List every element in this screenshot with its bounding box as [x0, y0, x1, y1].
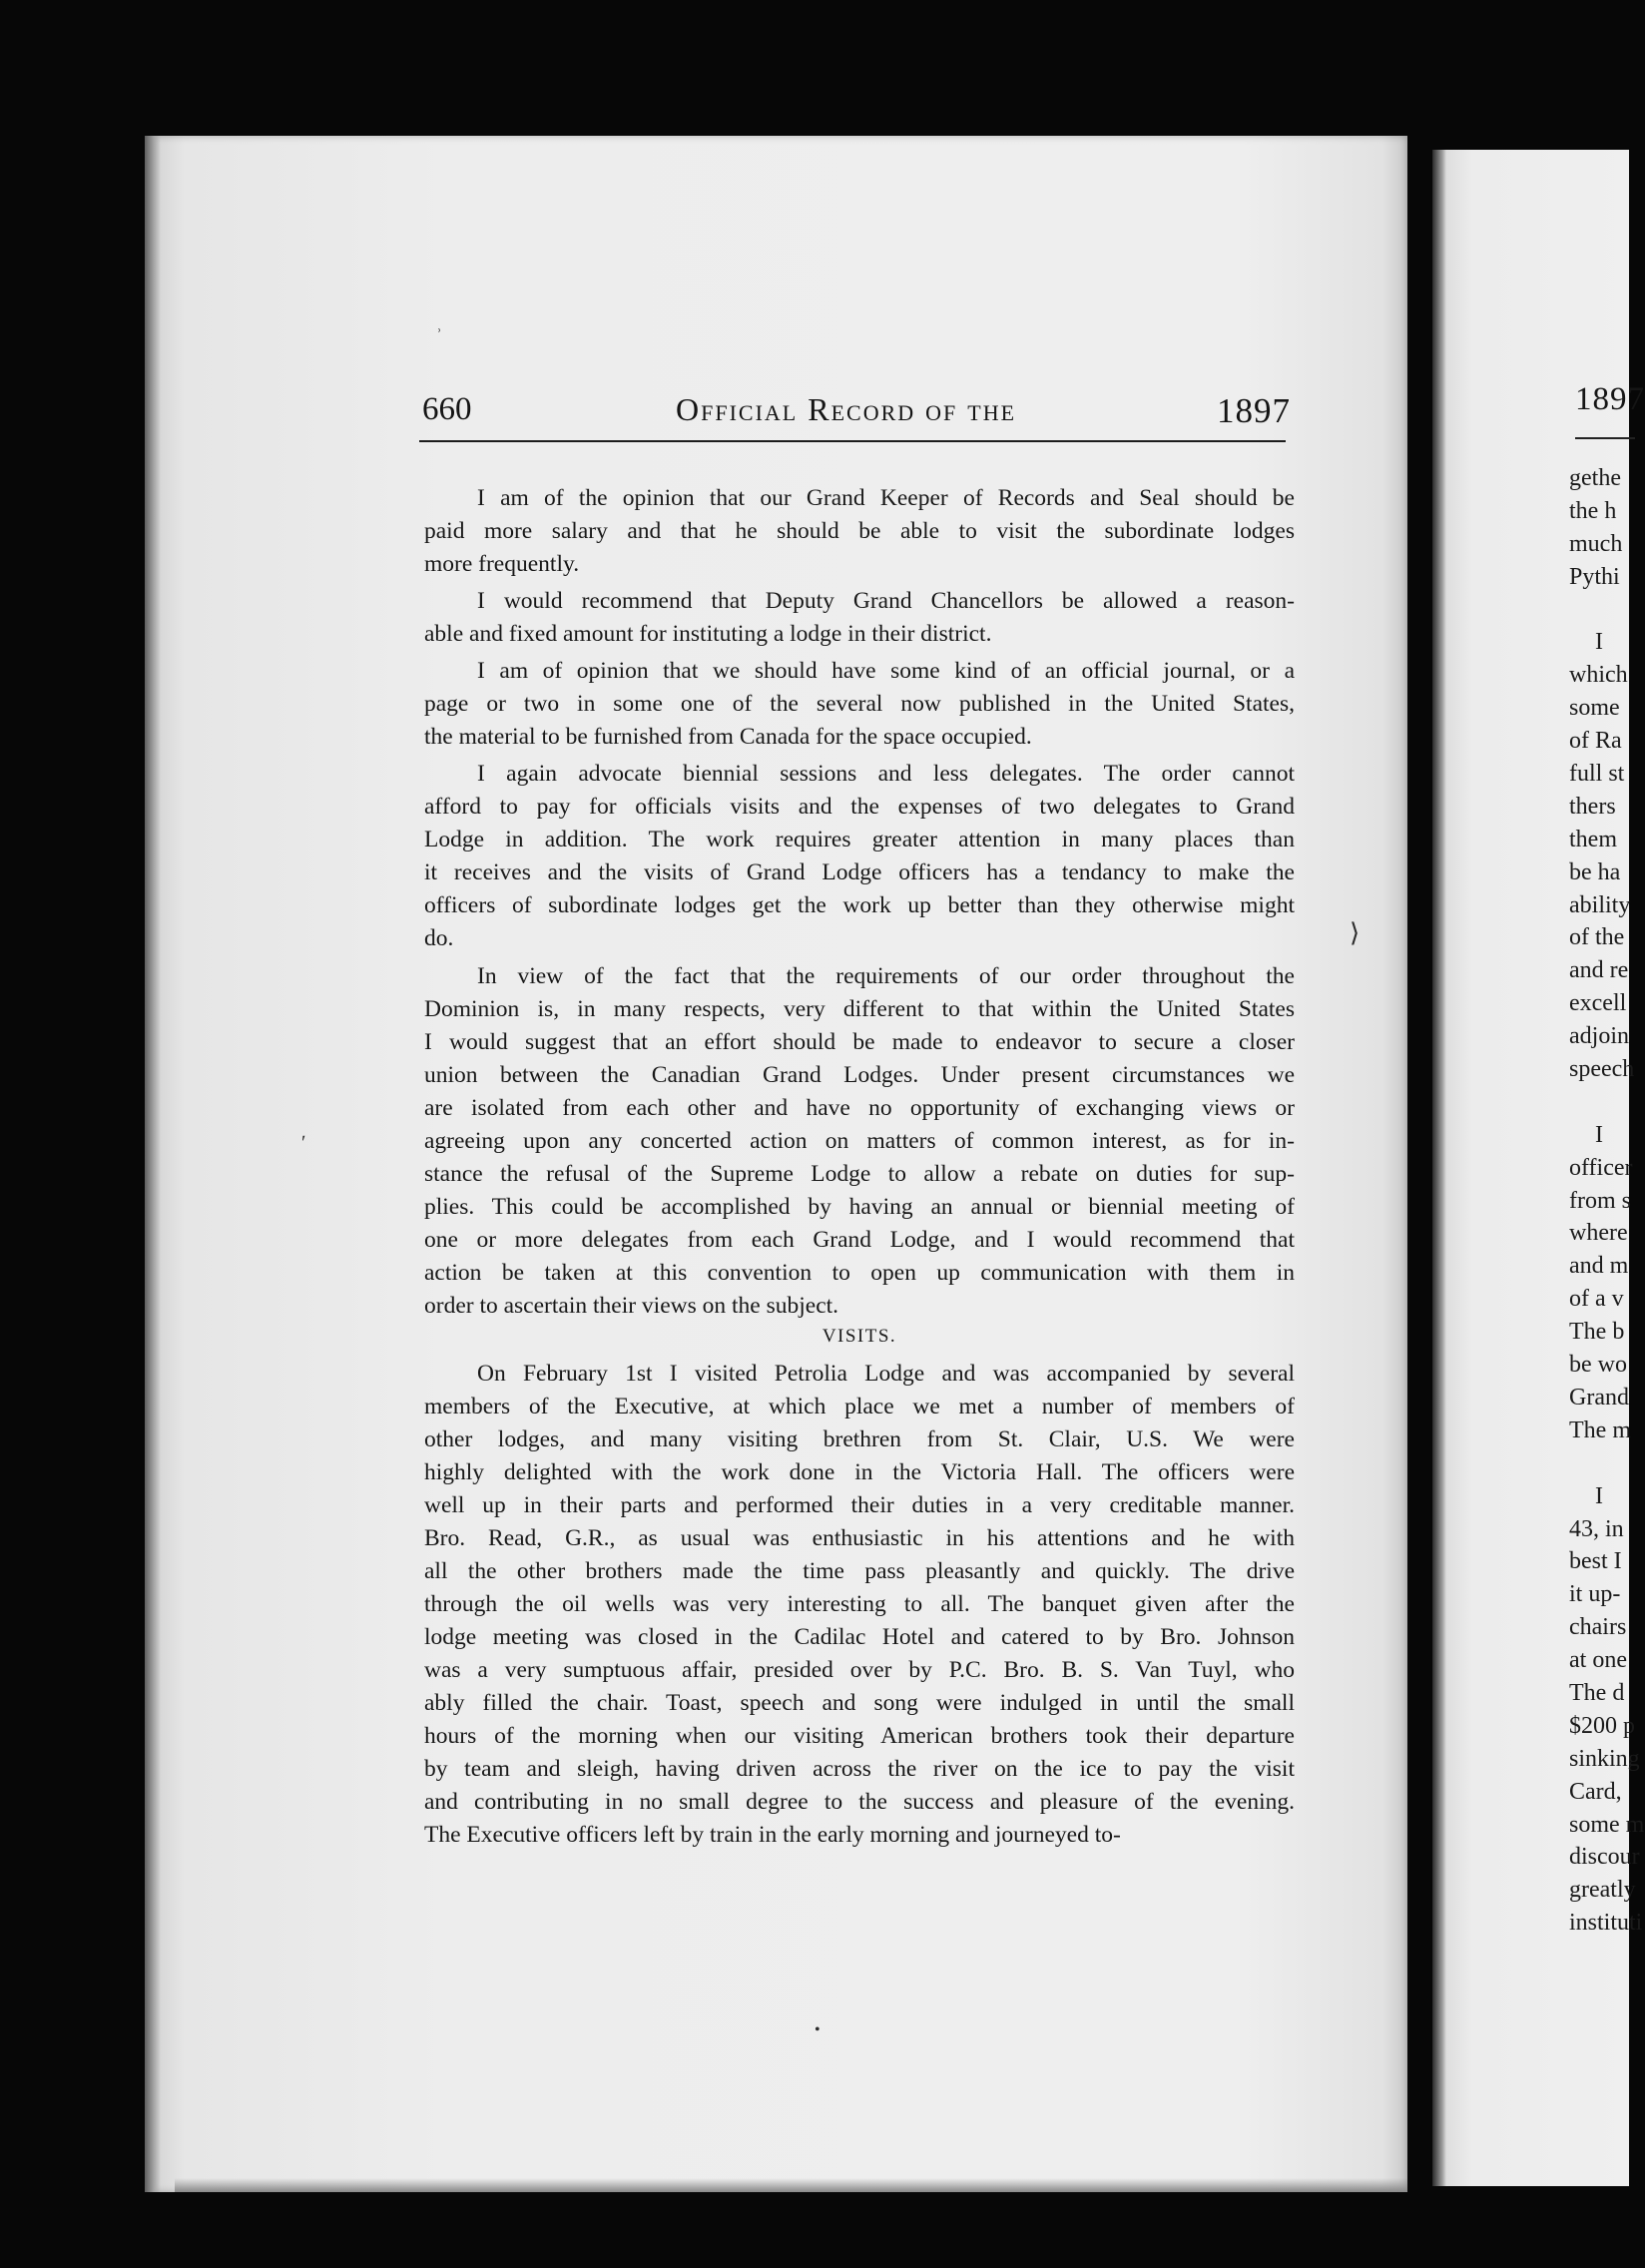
speck: ʹ — [301, 1132, 306, 1154]
page-number: 660 — [422, 391, 472, 427]
right-page-line-fragment: Card, — [1569, 1778, 1622, 1805]
right-page-line-fragment: some m — [1569, 1811, 1645, 1838]
text-line: the material to be furnished from Canada for the space occupied. — [424, 724, 1032, 750]
section-heading: VISITS. — [822, 1326, 897, 1347]
text-line: I would recommend that Deputy Grand Chancellors be allowed a reason- — [477, 588, 1295, 614]
text-line: I am of opinion that we should have some kind of an official journal, or a — [477, 658, 1295, 684]
text-line: In view of the fact that the requirements of our order throughout the — [477, 963, 1295, 989]
speck: • — [815, 2021, 821, 2038]
right-page-line-fragment: I — [1595, 1482, 1603, 1509]
text-line: was a very sumptuous affair, presided over by P.C. Bro. B. S. Van Tuyl, who — [424, 1657, 1295, 1683]
text-line: paid more salary and that he should be able to visit the subordinate lodges — [424, 518, 1295, 544]
right-page-line-fragment: it up- — [1569, 1581, 1621, 1608]
right-page-line-fragment: discour — [1569, 1844, 1640, 1871]
right-page-line-fragment: them — [1569, 826, 1617, 852]
right-page-line-fragment: $200 p — [1569, 1712, 1635, 1739]
right-page-line-fragment: gethe — [1569, 465, 1621, 491]
right-page-line-fragment: of the — [1569, 924, 1625, 951]
text-line: through the oil wells was very interesting to all. The banquet given after the — [424, 1591, 1295, 1617]
right-page-line-fragment: be wo — [1569, 1352, 1627, 1379]
text-line: afford to pay for officials visits and the expenses of two delegates to Grand — [424, 794, 1295, 820]
right-page-line-fragment: excell — [1569, 990, 1627, 1017]
right-page-text-fragments — [1569, 462, 1644, 1940]
right-page-line-fragment — [1569, 1086, 1644, 1119]
right-page-line-fragment: officer — [1569, 1154, 1633, 1181]
right-page-line-fragment: chairs — [1569, 1614, 1627, 1641]
right-page-line-fragment: sinking — [1569, 1745, 1640, 1772]
right-page-line-fragment: some — [1569, 695, 1620, 722]
text-line: plies. This could be accomplished by having an annual or biennial meeting of — [424, 1194, 1295, 1220]
text-line: On February 1st I visited Petrolia Lodge and was accompanied by several — [477, 1361, 1295, 1387]
right-page-line-fragment: and re — [1569, 957, 1629, 984]
right-page-line-fragment: Grand — [1569, 1384, 1629, 1411]
right-page-line-fragment: be ha — [1569, 858, 1621, 885]
right-page-header-fragment: 1897 — [1575, 381, 1645, 417]
right-page-line-fragment: speech — [1569, 1056, 1635, 1083]
text-line: all the other brothers made the time pass pleasantly and quickly. The drive — [424, 1558, 1295, 1584]
right-page-line-fragment: of a v — [1569, 1286, 1624, 1313]
right-page-line-fragment: I — [1595, 629, 1603, 656]
text-line: officers of subordinate lodges get the work up better than they otherwise might — [424, 892, 1295, 918]
right-page-line-fragment — [1569, 594, 1644, 627]
text-line: one or more delegates from each Grand Lodge, and I would recommend that — [424, 1227, 1295, 1253]
right-page-line-fragment: from s — [1569, 1187, 1631, 1214]
right-page-line-fragment: and m — [1569, 1253, 1629, 1280]
text-line: action be taken at this convention to open up communication with them in — [424, 1260, 1295, 1286]
text-line: I would suggest that an effort should be made to endeavor to secure a closer — [424, 1029, 1295, 1055]
right-page-line-fragment: the h — [1569, 497, 1617, 524]
text-line: are isolated from each other and have no opportunity of exchanging views or — [424, 1095, 1295, 1121]
text-line: page or two in some one of the several now published in the United States, — [424, 691, 1295, 717]
right-page-line-fragment: best I — [1569, 1548, 1622, 1575]
text-line: it receives and the visits of Grand Lodge officers has a tendancy to make the — [424, 859, 1295, 885]
right-page-line-fragment: where — [1569, 1220, 1628, 1247]
text-line: Bro. Read, G.R., as usual was enthusiastic in his attentions and he with — [424, 1525, 1295, 1551]
right-page-line-fragment: full st — [1569, 761, 1625, 788]
text-line: more frequently. — [424, 551, 580, 577]
speck: ⟩ — [1350, 918, 1361, 947]
right-page-line-fragment — [1569, 1447, 1644, 1480]
header-year: 1897 — [1217, 391, 1291, 430]
text-line: union between the Canadian Grand Lodges. Under present circumstances we — [424, 1062, 1295, 1088]
text-line: order to ascertain their views on the subject. — [424, 1293, 839, 1319]
text-line: The Executive officers left by train in the early morning and journeyed to- — [424, 1822, 1121, 1848]
right-page-line-fragment: The d — [1569, 1679, 1625, 1706]
text-line: highly delighted with the work done in the Victoria Hall. The officers were — [424, 1459, 1295, 1485]
right-page-line-fragment: Pythi — [1569, 563, 1620, 590]
text-line: do. — [424, 925, 454, 951]
right-page-line-fragment: instituti — [1569, 1910, 1643, 1937]
right-page-line-fragment: I — [1595, 1121, 1603, 1148]
right-page-line-fragment: The b — [1569, 1319, 1625, 1346]
right-page-line-fragment: of Ra — [1569, 728, 1622, 755]
text-line: able and fixed amount for instituting a lodge in their district. — [424, 621, 992, 647]
text-line: hours of the morning when our visiting American brothers took their departure — [424, 1723, 1295, 1749]
text-line: ably filled the chair. Toast, speech and song were indulged in until the small — [424, 1690, 1295, 1716]
text-line: other lodges, and many visiting brethren from St. Clair, U.S. We were — [424, 1426, 1295, 1452]
text-line: and contributing in no small degree to the success and pleasure of the evening. — [424, 1789, 1295, 1815]
text-line: stance the refusal of the Supreme Lodge to allow a rebate on duties for sup- — [424, 1161, 1295, 1187]
right-page-line-fragment: which — [1569, 662, 1628, 689]
text-line: members of the Executive, at which place we met a number of members of — [424, 1394, 1295, 1419]
text-line: I again advocate biennial sessions and less delegates. The order cannot — [477, 761, 1295, 787]
right-page-line-fragment: much — [1569, 530, 1623, 557]
right-page-line-fragment: adjoin — [1569, 1023, 1629, 1050]
text-line: agreeing upon any concerted action on matters of common interest, as for in- — [424, 1128, 1295, 1154]
text-line: Dominion is, in many respects, very different to that within the United States — [424, 996, 1295, 1022]
text-line: lodge meeting was closed in the Cadilac Hotel and catered to by Bro. Johnson — [424, 1624, 1295, 1650]
text-line: well up in their parts and performed their duties in a very creditable manner. — [424, 1492, 1295, 1518]
right-page-line-fragment: thers — [1569, 793, 1616, 820]
right-page-line-fragment: at one — [1569, 1647, 1627, 1674]
header-rule — [419, 440, 1286, 442]
right-page-header-rule — [1575, 437, 1635, 439]
speck: ʾ — [436, 325, 442, 345]
right-page-line-fragment: greatly — [1569, 1877, 1636, 1904]
right-page-line-fragment: The m — [1569, 1417, 1631, 1443]
text-line: by team and sleigh, having driven across the river on the ice to pay the visit — [424, 1756, 1295, 1782]
right-page-line-fragment: 43, in — [1569, 1515, 1624, 1542]
text-line: I am of the opinion that our Grand Keeper of Records and Seal should be — [477, 485, 1295, 511]
running-title: Official Record of the — [676, 391, 1017, 427]
text-line: Lodge in addition. The work requires greater attention in many places than — [424, 827, 1295, 852]
right-page-line-fragment: ability — [1569, 891, 1631, 918]
